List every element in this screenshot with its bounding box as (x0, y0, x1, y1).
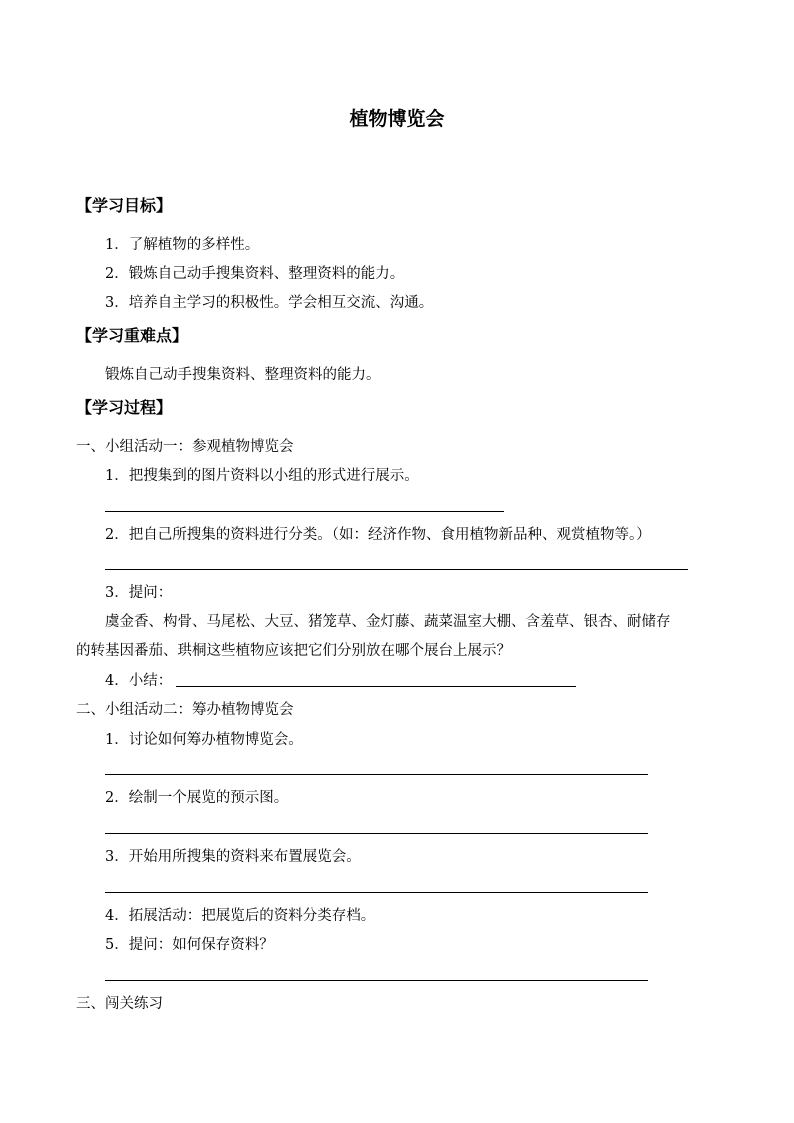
answer-line (105, 774, 648, 775)
section2-item3: 3．开始用所搜集的资料来布置展览会。 (105, 849, 361, 865)
process-heading: 【学习过程】 (76, 398, 173, 417)
goal-item: 3．培养自主学习的积极性。学会相互交流、沟通。 (105, 295, 434, 311)
section1-item4: 4．小结： (105, 673, 173, 689)
answer-line (105, 980, 648, 981)
section2-item4: 4．拓展活动：把展览后的资料分类存档。 (105, 908, 376, 924)
section2-item1: 1．讨论如何筹办植物博览会。 (105, 732, 303, 748)
section3-title: 三、闯关练习 (76, 996, 163, 1012)
section2-item5: 5．提问：如何保存资料？ (105, 937, 274, 953)
goal-item: 1．了解植物的多样性。 (105, 237, 260, 253)
section1-item1: 1．把搜集到的图片资料以小组的形式进行展示。 (105, 468, 419, 484)
section1-title: 一、小组活动一：参观植物博览会 (76, 439, 294, 455)
section2-title: 二、小组活动二：筹办植物博览会 (76, 702, 294, 718)
section1-item2: 2．把自己所搜集的资料进行分类。（如：经济作物、食用植物新品种、观赏植物等。） (105, 527, 651, 543)
section1-item3: 3．提问： (105, 585, 173, 601)
answer-line (105, 511, 504, 512)
section1-item3-question-line2: 的转基因番茄、珙桐这些植物应该把它们分别放在哪个展台上展示？ (76, 643, 511, 659)
goal-item: 2．锻炼自己动手搜集资料、整理资料的能力。 (105, 266, 405, 282)
answer-line (105, 569, 688, 570)
section2-item2: 2．绘制一个展览的预示图。 (105, 790, 289, 806)
goals-heading: 【学习目标】 (76, 196, 173, 215)
section1-item3-question-line1: 虞金香、构骨、马尾松、大豆、猪笼草、金灯藤、蔬菜温室大棚、含羞草、银杏、耐储存 (105, 614, 671, 630)
answer-line (105, 892, 648, 893)
page-title: 植物博览会 (349, 108, 445, 130)
key-points-text: 锻炼自己动手搜集资料、整理资料的能力。 (105, 367, 381, 383)
answer-line (176, 686, 576, 687)
answer-line (105, 833, 648, 834)
key-points-heading: 【学习重难点】 (76, 326, 189, 345)
